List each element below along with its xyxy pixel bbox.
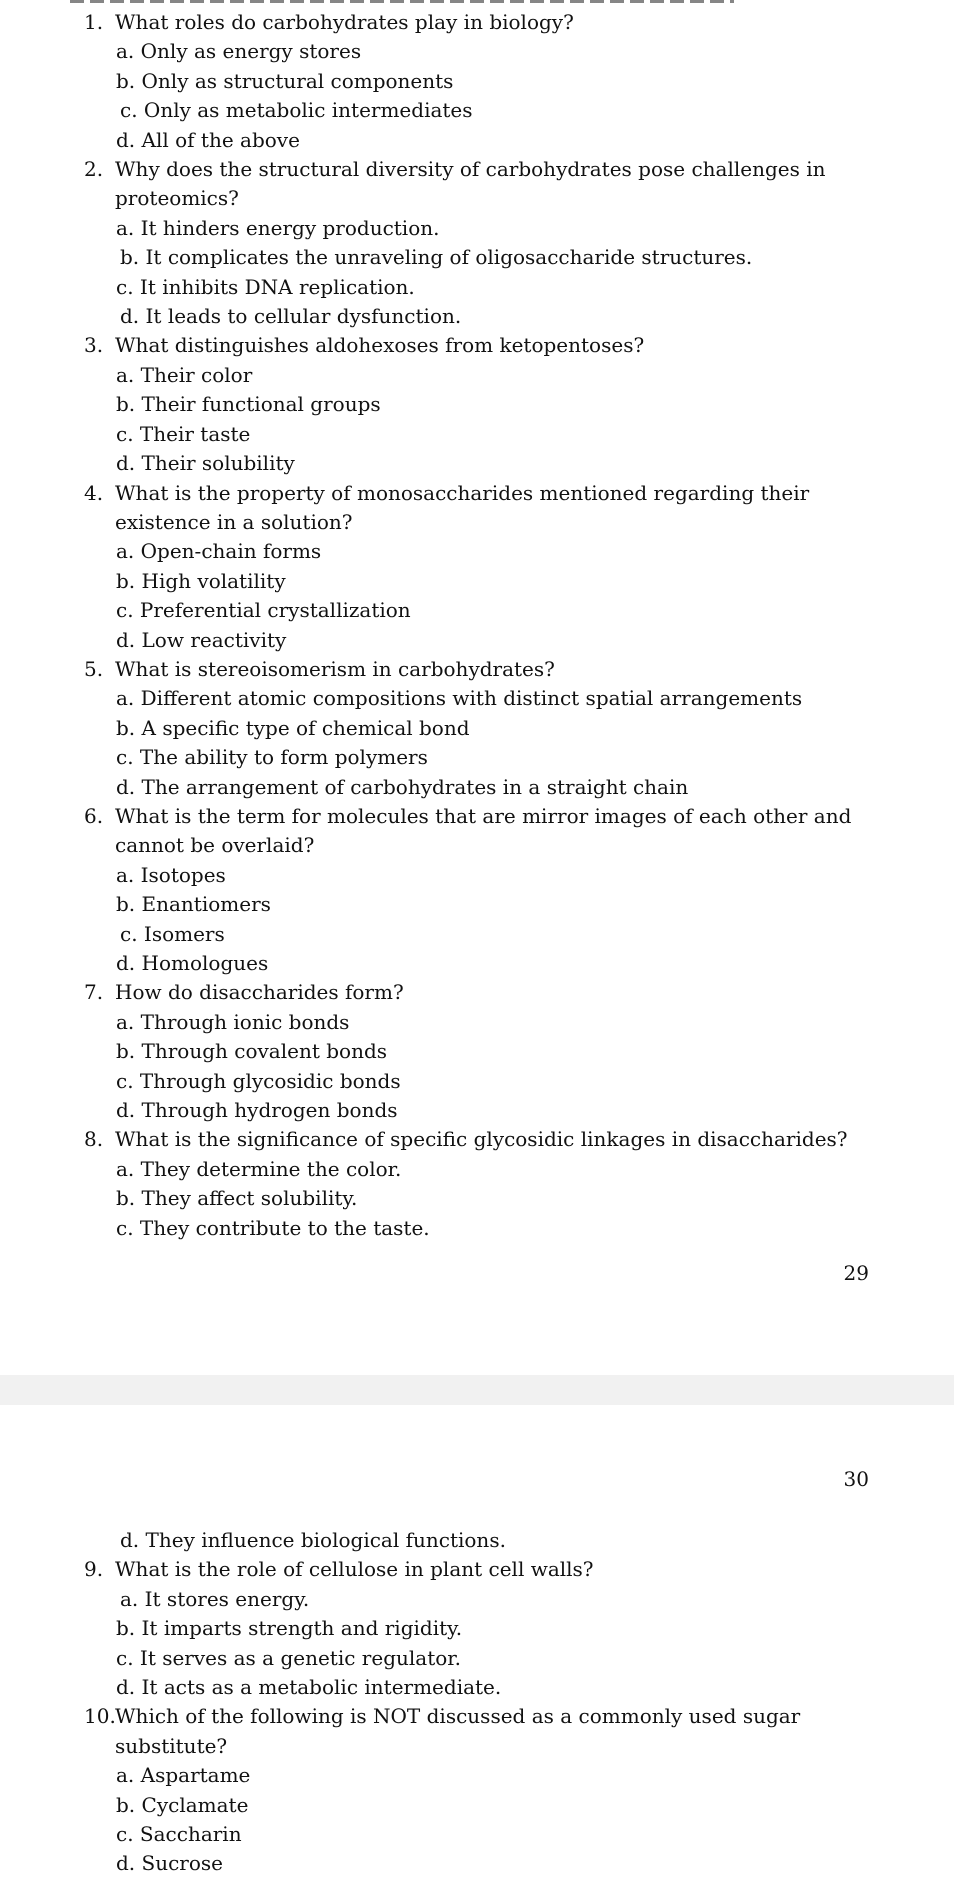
- question-number: 2.: [84, 157, 104, 182]
- question-number: 6.: [84, 803, 104, 828]
- answer-option: a. Aspartame: [116, 1763, 251, 1788]
- question-number: 5.: [84, 656, 104, 681]
- cutoff-heading-fragment: [70, 0, 734, 3]
- answer-option: c. Saccharin: [116, 1822, 242, 1847]
- answer-option: c. Isomers: [120, 921, 225, 946]
- question-item: [0, 479, 954, 655]
- answer-option: c. Through glycosidic bonds: [116, 1068, 401, 1093]
- question-text: What is the term for molecules that are mirror images of each other and cannot be overlaid?: [115, 803, 852, 858]
- page-separator: [0, 1375, 954, 1405]
- question-text: Which of the following is NOT discussed as a commonly used sugar substitute?: [115, 1704, 801, 1758]
- answer-option: d. Through hydrogen bonds: [116, 1098, 398, 1123]
- answer-option: d. The arrangement of carbohydrates in a straight chain: [116, 774, 689, 799]
- answer-option: c. Only as metabolic intermediates: [120, 98, 473, 123]
- answer-option: b. Enantiomers: [116, 892, 271, 917]
- question-item: [0, 331, 954, 478]
- question-number: 9.: [84, 1557, 104, 1582]
- answer-option: b. Their functional groups: [116, 392, 381, 417]
- question-item: [0, 1125, 954, 1243]
- question-item: [0, 1555, 954, 1702]
- answer-option: d. Low reactivity: [116, 627, 287, 652]
- answer-option: c. Their taste: [116, 421, 251, 446]
- answer-option-continued: d. They influence biological functions.: [120, 1528, 506, 1552]
- answer-option: a. It hinders energy production.: [116, 215, 440, 240]
- question-text: How do disaccharides form?: [115, 980, 404, 1005]
- question-text: What roles do carbohydrates play in biology?: [115, 10, 574, 34]
- question-number: 8.: [84, 1127, 104, 1152]
- answer-option: c. It serves as a genetic regulator.: [116, 1645, 461, 1670]
- question-text: What distinguishes aldohexoses from ketopentoses?: [115, 333, 645, 358]
- answer-option: d. It acts as a metabolic intermediate.: [116, 1675, 502, 1700]
- answer-option: b. High volatility: [116, 568, 286, 593]
- answer-option: c. Preferential crystallization: [116, 598, 411, 623]
- answer-option: b. They affect solubility.: [116, 1186, 358, 1211]
- answer-option: d. Homologues: [116, 951, 269, 975]
- question-text: What is the property of monosaccharides mentioned regarding their existence in a solution?: [115, 480, 810, 534]
- answer-option: a. Open-chain forms: [116, 539, 322, 564]
- answer-option: a. They determine the color.: [116, 1156, 402, 1181]
- question-item: [0, 1702, 954, 1878]
- question-list: [0, 1526, 954, 1879]
- question-number: 10.: [84, 1704, 116, 1729]
- question-number: 3.: [84, 333, 104, 358]
- answer-option: b. It complicates the unraveling of oligosaccharide structures.: [120, 245, 753, 270]
- question-item: [0, 802, 954, 978]
- answer-option: a. Through ionic bonds: [116, 1009, 350, 1034]
- question-text: What is the significance of specific glycosidic linkages in disaccharides?: [115, 1127, 848, 1152]
- answer-option: b. Through covalent bonds: [116, 1039, 388, 1064]
- question-text: Why does the structural diversity of carbohydrates pose challenges in proteomics?: [115, 157, 826, 211]
- question-list: [0, 8, 954, 1243]
- answer-option: d. Their solubility: [116, 451, 295, 476]
- question-text: What is stereoisomerism in carbohydrates?: [115, 656, 555, 681]
- question-item: [0, 8, 954, 155]
- answer-option: b. Cyclamate: [116, 1792, 249, 1817]
- answer-option: a. It stores energy.: [120, 1586, 310, 1611]
- page-number: 30: [843, 1467, 869, 1491]
- question-item: [0, 978, 954, 1125]
- question-text: What is the role of cellulose in plant cell walls?: [115, 1557, 594, 1582]
- answer-option: c. They contribute to the taste.: [116, 1215, 430, 1240]
- question-number: 1.: [84, 10, 104, 34]
- question-number: 4.: [84, 480, 104, 505]
- question-item: [0, 155, 954, 331]
- question-number: 7.: [84, 980, 104, 1005]
- answer-option: a. Different atomic compositions with distinct spatial arrangements: [116, 686, 803, 711]
- page-number: 29: [843, 1261, 869, 1285]
- question-item: [0, 655, 954, 802]
- answer-option: b. A specific type of chemical bond: [116, 715, 470, 740]
- answer-option: c. It inhibits DNA replication.: [116, 274, 415, 299]
- answer-option: d. All of the above: [116, 127, 300, 152]
- answer-option: b. Only as structural components: [116, 68, 454, 93]
- answer-option: d. It leads to cellular dysfunction.: [120, 304, 462, 329]
- answer-option: a. Isotopes: [116, 862, 226, 887]
- document-page-30: [0, 1405, 954, 1898]
- answer-option: a. Only as energy stores: [116, 39, 362, 64]
- answer-option: c. The ability to form polymers: [116, 745, 428, 770]
- answer-option: a. Their color: [116, 362, 253, 387]
- answer-option: d. Sucrose: [116, 1851, 224, 1876]
- answer-option: b. It imparts strength and rigidity.: [116, 1616, 463, 1641]
